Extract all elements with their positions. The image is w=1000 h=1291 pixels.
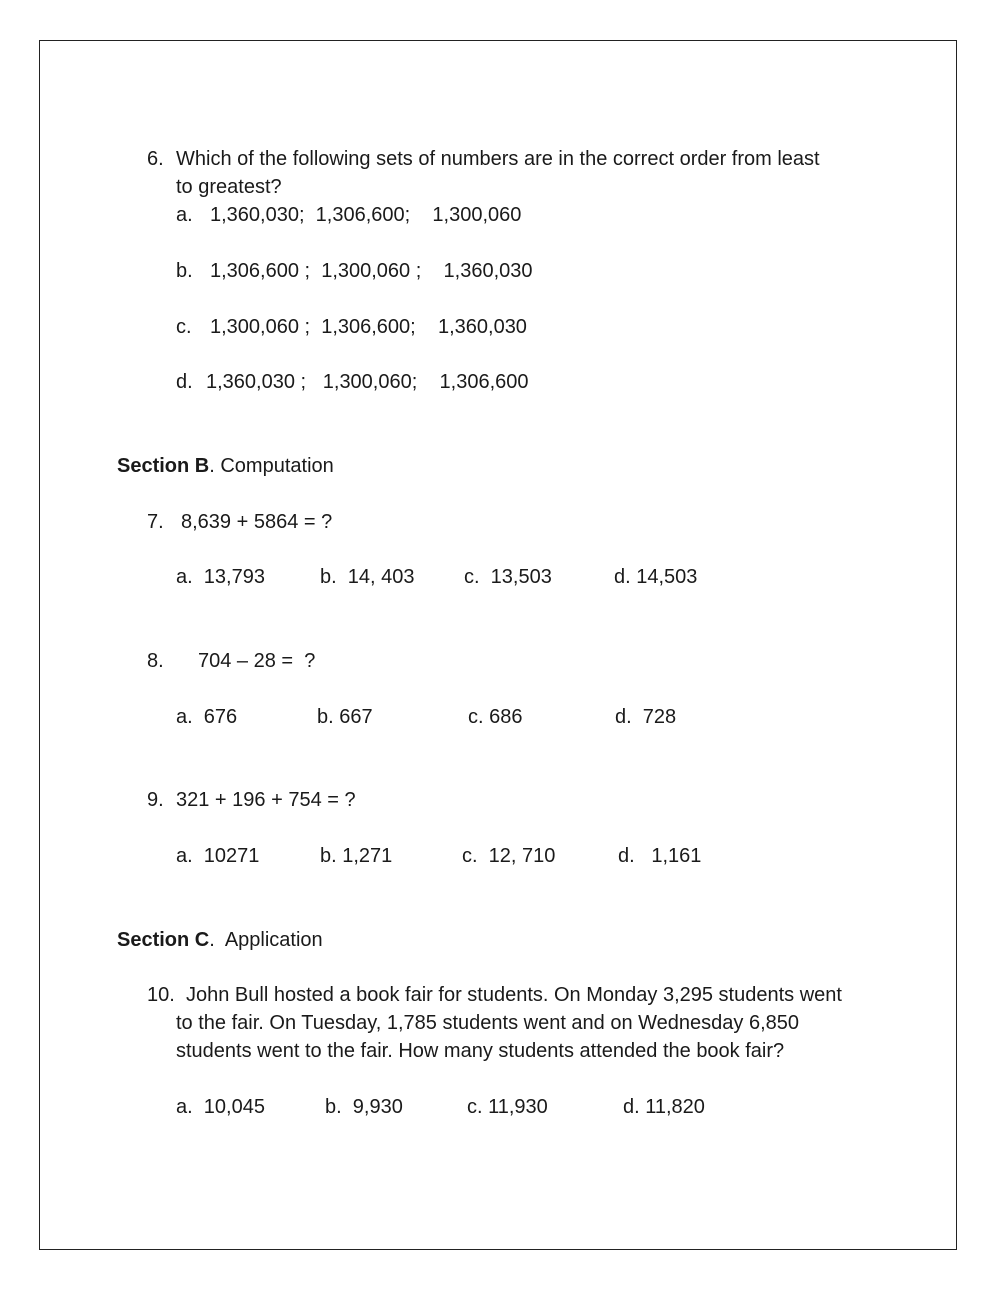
q8-option-d: d. 728 bbox=[615, 706, 677, 728]
section-c-title: . Application bbox=[209, 929, 323, 951]
q10-option-d: d. 11,820 bbox=[623, 1096, 705, 1118]
q8-option-a: a. 676 bbox=[176, 706, 238, 728]
section-c-label: Section C bbox=[117, 929, 210, 951]
q6-option-d-value: 1,360,030 ; 1,300,060; 1,306,600 bbox=[206, 371, 529, 393]
section-c-heading bbox=[117, 926, 323, 954]
q8-option-b: b. 667 bbox=[317, 706, 373, 728]
q7-option-c: c. 13,503 bbox=[464, 566, 552, 588]
q6-option-b-value: 1,306,600 ; 1,300,060 ; 1,360,030 bbox=[210, 260, 533, 282]
q6-option-a-label: a. bbox=[176, 204, 193, 226]
question-10-line3: students went to the fair. How many students attended the book fair? bbox=[176, 1040, 785, 1062]
question-7-text: 8,639 + 5864 = ? bbox=[181, 511, 333, 533]
section-b-heading bbox=[117, 452, 334, 480]
section-b-label: Section B bbox=[117, 455, 210, 477]
q7-option-b: b. 14, 403 bbox=[320, 566, 415, 588]
q9-option-a: a. 10271 bbox=[176, 845, 260, 867]
q6-option-a-value: 1,360,030; 1,306,600; 1,300,060 bbox=[210, 204, 522, 226]
question-8-number: 8. bbox=[147, 650, 164, 672]
question-9-number: 9. bbox=[147, 789, 164, 811]
question-8-text: 704 – 28 = ? bbox=[198, 650, 316, 672]
q7-option-d: d. 14,503 bbox=[614, 566, 698, 588]
q10-option-c: c. 11,930 bbox=[467, 1096, 548, 1118]
q6-option-c-value: 1,300,060 ; 1,306,600; 1,360,030 bbox=[210, 316, 527, 338]
q7-option-a: a. 13,793 bbox=[176, 566, 265, 588]
question-9-text: 321 + 196 + 754 = ? bbox=[176, 789, 356, 811]
question-6-text-line2: to greatest? bbox=[176, 176, 282, 198]
question-10-number: 10. bbox=[147, 984, 175, 1006]
question-10-line2: to the fair. On Tuesday, 1,785 students went and on Wednesday 6,850 bbox=[176, 1012, 800, 1034]
q6-option-d-label: d. bbox=[176, 371, 193, 393]
question-6-text-line1: Which of the following sets of numbers are in the correct order from least bbox=[176, 148, 820, 170]
q10-option-b: b. 9,930 bbox=[325, 1096, 403, 1118]
q10-option-a: a. 10,045 bbox=[176, 1096, 265, 1118]
question-7-number: 7. bbox=[147, 511, 164, 533]
q6-option-b-label: b. bbox=[176, 260, 193, 282]
q9-option-c: c. 12, 710 bbox=[462, 845, 556, 867]
q8-option-c: c. 686 bbox=[468, 706, 523, 728]
q9-option-b: b. 1,271 bbox=[320, 845, 393, 867]
q6-option-c-label: c. bbox=[176, 316, 192, 338]
section-b-title: . Computation bbox=[209, 455, 334, 477]
q9-option-d: d. 1,161 bbox=[618, 845, 702, 867]
question-10-line1: John Bull hosted a book fair for students. On Monday 3,295 students went bbox=[186, 984, 842, 1006]
question-6-number: 6. bbox=[147, 148, 164, 170]
